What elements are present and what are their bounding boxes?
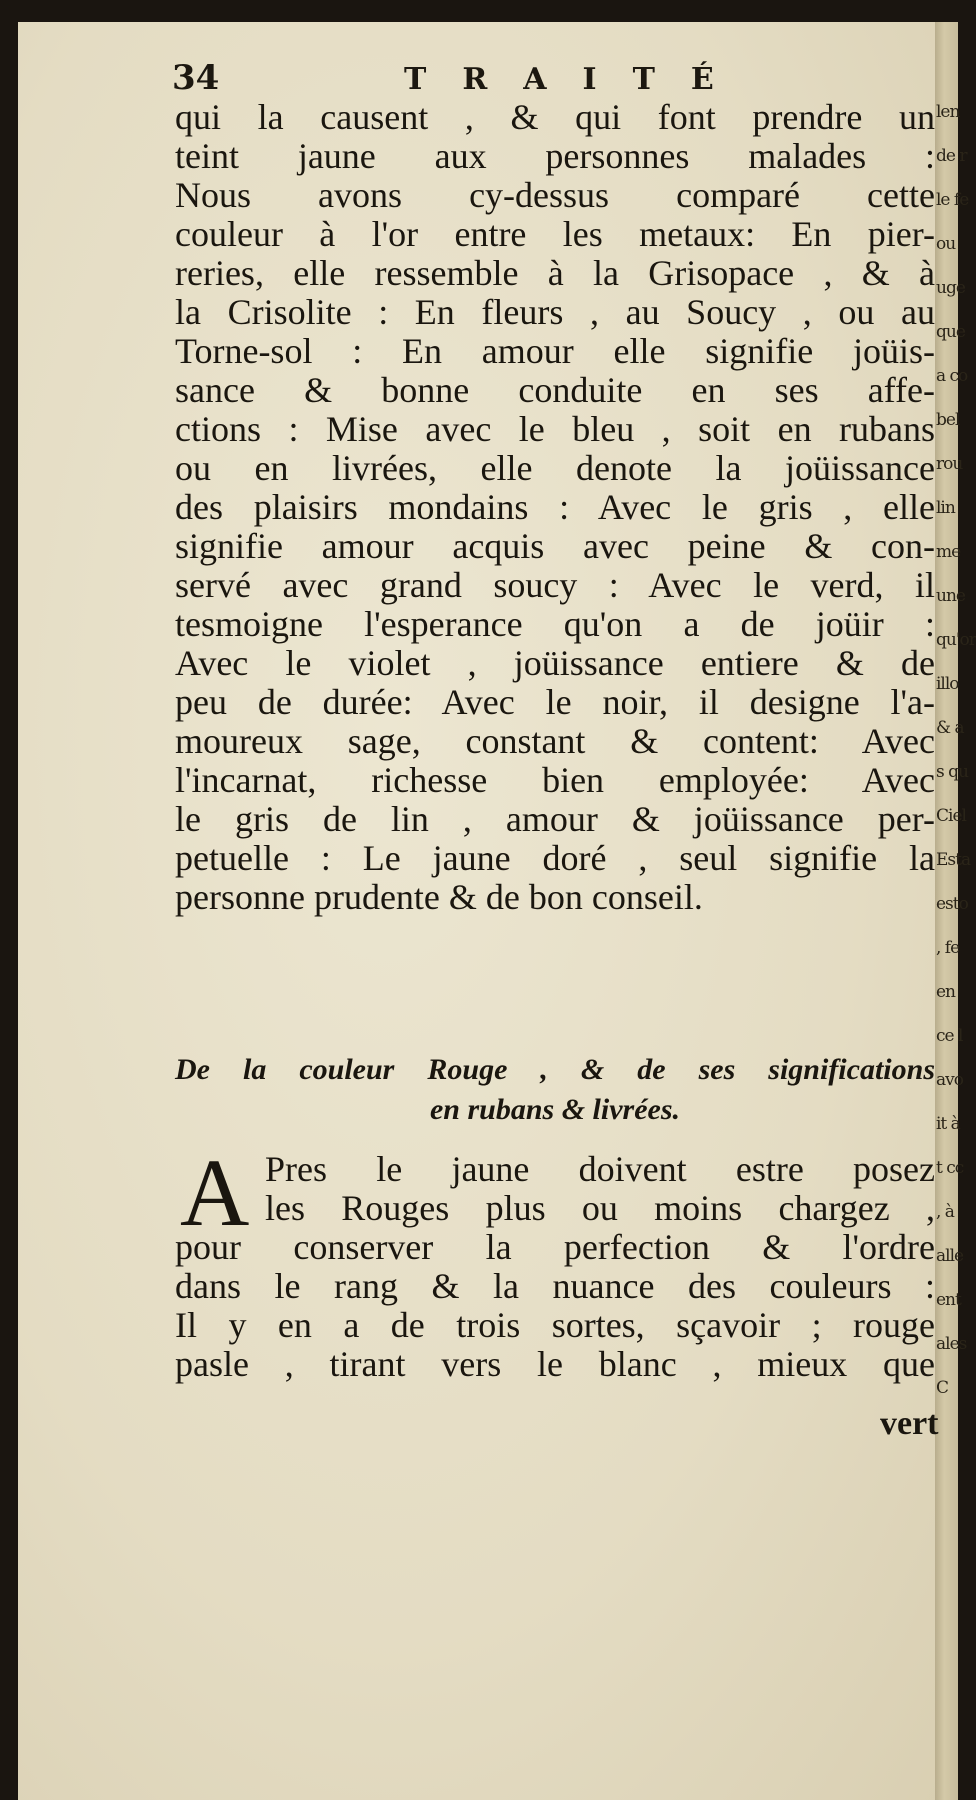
- adjacent-page-fragment: de r: [936, 146, 967, 166]
- adjacent-page-edge: [935, 22, 976, 1800]
- adjacent-page-fragment: s qu: [936, 762, 968, 782]
- adjacent-page-fragment: uge: [936, 278, 965, 298]
- text-line: teint jaune aux personnes malades :: [175, 136, 935, 176]
- adjacent-page-fragment: Esta: [936, 850, 971, 870]
- text-line: ou en livrées, elle denote la joüissance: [175, 448, 935, 488]
- adjacent-page-fragment: a co: [936, 366, 968, 386]
- adjacent-page-fragment: alle: [936, 1246, 964, 1266]
- text-line: des plaisirs mondains : Avec le gris , elle: [175, 487, 935, 527]
- text-line: Pres le jaune doivent estre posez: [265, 1149, 935, 1189]
- adjacent-page-fragment: rou: [936, 454, 963, 474]
- text-line: dans le rang & la nuance des couleurs :: [175, 1266, 935, 1306]
- adjacent-page-fragment: bel: [936, 410, 960, 430]
- adjacent-page-fragment: it à: [936, 1114, 960, 1134]
- adjacent-page-fragment: len: [936, 102, 960, 122]
- adjacent-page-fragment: illo: [936, 674, 959, 694]
- section-heading-line: De la couleur Rouge , & de ses significations: [175, 1053, 935, 1086]
- text-line: servé avec grand soucy : Avec le verd, il: [175, 565, 935, 605]
- adjacent-page-fragment: en: [936, 982, 956, 1002]
- adjacent-page-fragment: Ciel: [936, 806, 966, 826]
- section-heading: [175, 1050, 935, 1130]
- page-number: 34: [172, 58, 220, 98]
- adjacent-page-fragment: lin: [936, 498, 955, 518]
- paragraph-1: [175, 98, 935, 917]
- adjacent-page-fragment: ales: [936, 1334, 967, 1354]
- text-line: pour conserver la perfection & l'ordre: [175, 1227, 935, 1267]
- adjacent-page-fragment: esto: [936, 894, 968, 914]
- adjacent-page-fragment: t cc: [936, 1158, 964, 1178]
- text-line: Il y en a de trois sortes, sçavoir ; rouge: [175, 1305, 935, 1345]
- adjacent-page-fragment: & a: [936, 718, 964, 738]
- text-line: pasle , tirant vers le blanc , mieux que: [175, 1344, 935, 1384]
- catchword: vert: [880, 1405, 939, 1442]
- drop-cap: A: [180, 1139, 250, 1246]
- adjacent-page-fragment: le fe: [936, 190, 969, 210]
- text-line: couleur à l'or entre les metaux: En pier-: [175, 214, 935, 254]
- adjacent-page-fragment: C: [936, 1378, 949, 1398]
- text-line: personne prudente & de bon conseil.: [175, 877, 703, 917]
- text-line: tesmoigne l'esperance qu'on a de joüir :: [175, 604, 935, 644]
- adjacent-page-fragment: ou: [936, 234, 956, 254]
- text-line: l'incarnat, richesse bien employée: Avec: [175, 760, 935, 800]
- adjacent-page-fragment: me: [936, 542, 961, 562]
- text-line: les Rouges plus ou moins chargez ,: [265, 1188, 935, 1228]
- text-line: moureux sage, constant & content: Avec: [175, 721, 935, 761]
- text-line: qui la causent , & qui font prendre un: [175, 97, 935, 137]
- running-header: [172, 58, 932, 102]
- running-title: TRAITÉ: [404, 62, 750, 97]
- adjacent-page-fragment: , à: [936, 1202, 954, 1222]
- adjacent-page-fragment: , fe: [936, 938, 960, 958]
- text-line: Nous avons cy-dessus comparé cette: [175, 175, 935, 215]
- text-line: petuelle : Le jaune doré , seul signifie la: [175, 838, 935, 878]
- paragraph-2: [175, 1228, 935, 1384]
- section-heading-line: en rubans & livrées.: [429, 1093, 681, 1126]
- text-line: peu de durée: Avec le noir, il designe l'a-: [175, 682, 935, 722]
- adjacent-page-fragment: ce l: [936, 1026, 963, 1046]
- text-line: signifie amour acquis avec peine & con-: [175, 526, 935, 566]
- text-line: reries, elle ressemble à la Grisopace , & à: [175, 253, 935, 293]
- adjacent-page-fragment: qu'or: [936, 630, 976, 650]
- text-line: ctions : Mise avec le bleu , soit en rubans: [175, 409, 935, 449]
- text-line: la Crisolite : En fleurs , au Soucy , ou au: [175, 292, 935, 332]
- adjacent-page-fragment: que: [936, 322, 965, 342]
- adjacent-page-fragment: avo: [936, 1070, 963, 1090]
- text-line: Torne-sol : En amour elle signifie joüis-: [175, 331, 935, 371]
- text-line: le gris de lin , amour & joüissance per-: [175, 799, 935, 839]
- adjacent-page-fragment: ent: [936, 1290, 961, 1310]
- paragraph-2-indented: [265, 1150, 935, 1228]
- text-line: Avec le violet , joüissance entiere & de: [175, 643, 935, 683]
- text-line: sance & bonne conduite en ses affe-: [175, 370, 935, 410]
- adjacent-page-fragment: une: [936, 586, 965, 606]
